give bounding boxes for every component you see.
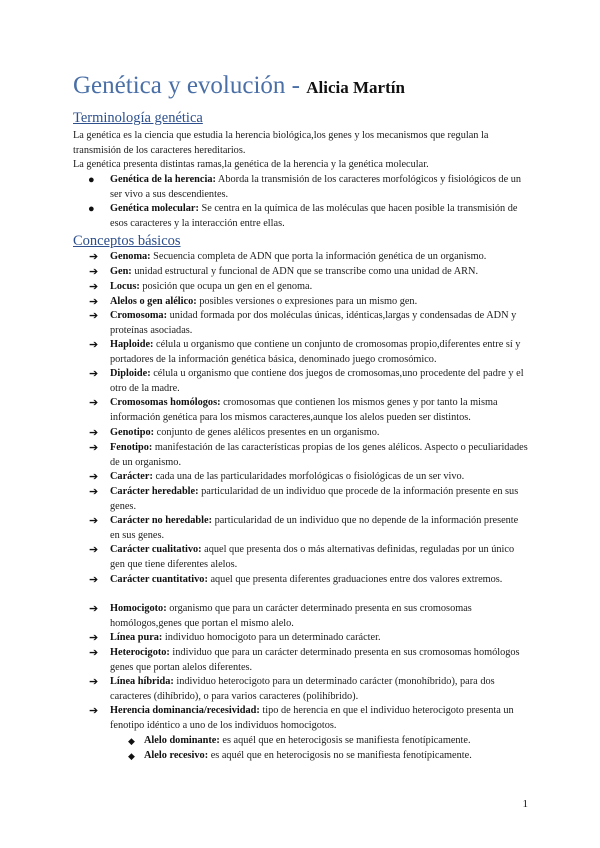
arrow-right-icon: ➔ [89,397,99,409]
term: Carácter no heredable: [110,515,212,526]
intro-paragraph-1: La genética es la ciencia que estudia la herencia biológica,los genes y los mecanismos que regulan la transmisión de los caracteres hereditarios. [73,130,489,156]
term: Locus: [110,281,140,292]
term: Gen: [110,266,132,277]
definition: individuo homocigoto para un determinado carácter. [162,632,381,643]
definition: particularidad de un individuo que procede de la información presente en sus genes. [110,486,519,512]
arrow-right-icon: ➔ [89,515,99,527]
term: Heterocigoto: [110,647,170,658]
definition: tipo de herencia en que el individuo heterocigoto presenta un fenotipo idéntico a uno de los individuos homocigotos. [110,705,514,731]
definition: individuo heterocigoto para un determinado carácter (monohíbrido), para dos caracteres (dihíbrido), o para varios caracteres (polihíbrido). [110,676,495,702]
arrow-right-icon: ➔ [89,647,99,659]
arrow-right-icon: ➔ [89,544,99,556]
page-number: 1 [522,798,528,810]
page-title [73,72,405,100]
arrow-right-icon: ➔ [89,471,99,483]
arrow-right-icon: ➔ [89,427,99,439]
term: Alelo recesivo: [144,750,209,761]
term: Cromosoma: [110,310,168,321]
arrow-right-icon: ➔ [89,339,99,351]
term: Carácter cualitativo: [110,544,202,555]
arrow-right-icon: ➔ [89,368,99,380]
section-heading-conceptos: Conceptos básicos [73,233,181,249]
definition: aquel que presenta diferentes graduaciones entre dos valores extremos. [207,574,503,585]
arrow-right-icon: ➔ [89,296,99,308]
term: Línea híbrida: [110,676,174,687]
section-heading-terminologia: Terminología genética [73,110,203,126]
definition: célula u organismo que contiene dos juegos de cromosomas,uno procedente del padre y el otro de la madre. [110,368,524,394]
term: Genética de la herencia: [110,174,216,185]
definition: conjunto de genes alélicos presentes en un organismo. [154,427,380,438]
intro-paragraph-2: La genética presenta distintas ramas,la genética de la herencia y la genética molecular. [73,159,429,170]
diamond-bullet-icon: ◆ [128,751,135,761]
definition: individuo que para un carácter determinado presenta en sus cromosomas homólogos genes que portan alelos diferentes. [110,647,520,673]
definition: Se centra en la química de las moléculas que hacen posible la transmisión de esos caracteres y la interacción entre ellas. [110,203,518,229]
arrow-right-icon: ➔ [89,603,99,615]
definition: cromosomas que contienen los mismos genes y por tanto la misma información genética para los mismos caracteres,aunque los alelos pueden ser distintos. [110,397,498,423]
definition: unidad estructural y funcional de ADN que se transcribe como una unidad de ARN. [131,266,479,277]
definition: unidad formada por dos moléculas únicas, idénticas,largas y condensadas de ADN y proteínas asociadas. [110,310,517,336]
arrow-right-icon: ➔ [89,251,99,263]
definition: Aborda la transmisión de los caracteres morfológicos y fisiológicos de un ser vivo a sus descendientes. [110,174,522,200]
definition: cada una de las particularidades morfológicas o fisiológicas de un ser vivo. [152,471,465,482]
arrow-right-icon: ➔ [89,310,99,322]
term: Cromosomas homólogos: [110,397,221,408]
arrow-right-icon: ➔ [89,442,99,454]
title-main: Genética y evolución [73,72,286,99]
term: Haploide: [110,339,154,350]
term: Carácter heredable: [110,486,199,497]
term: Genotipo: [110,427,155,438]
definition: es aquél que en heterocigosis no se manifiesta fenotípicamente. [208,750,472,761]
term: Genoma: [110,251,151,262]
definition: manifestación de las características propias de los genes alélicos. Aspecto o peculiaridades de un organismo. [110,442,528,468]
term: Carácter cuantitativo: [110,574,208,585]
term: Fenotipo: [110,442,153,453]
definition: es aquél que en heterocigosis se manifiesta fenotípicamente. [219,735,471,746]
arrow-right-icon: ➔ [89,266,99,278]
term: Homocigoto: [110,603,167,614]
definition: Secuencia completa de ADN que porta la información genética de un organismo. [150,251,487,262]
title-separator: - [285,72,307,99]
diamond-bullet-icon: ◆ [128,736,135,746]
arrow-right-icon: ➔ [89,632,99,644]
term: Alelos o gen alélico: [110,296,197,307]
title-author: Alicia Martín [306,78,405,97]
definition: posición que ocupa un gen en el genoma. [139,281,313,292]
term: Herencia dominancia/recesividad: [110,705,260,716]
arrow-right-icon: ➔ [89,281,99,293]
term: Línea pura: [110,632,163,643]
bullet-icon: ● [88,174,95,186]
arrow-right-icon: ➔ [89,574,99,586]
term: Genética molecular: [110,203,199,214]
arrow-right-icon: ➔ [89,676,99,688]
definition: aquel que presenta dos o más alternativas definidas, reguladas por un único gen que tiene diferentes alelos. [110,544,515,570]
arrow-right-icon: ➔ [89,486,99,498]
term: Carácter: [110,471,153,482]
term: Diploide: [110,368,151,379]
term: Alelo dominante: [144,735,220,746]
definition: célula u organismo que contiene un conjunto de cromosomas propio,diferentes entre sí y portadores de la información genética básica, denominado juego cromosómico. [110,339,521,365]
definition: posibles versiones o expresiones para un mismo gen. [196,296,418,307]
definition: organismo que para un carácter determinado presenta en sus cromosomas homólogos,genes que portan el mismo alelo. [110,603,472,629]
definition: particularidad de un individuo que no depende de la información presente en sus genes. [110,515,519,541]
bullet-icon: ● [88,203,95,215]
arrow-right-icon: ➔ [89,705,99,717]
